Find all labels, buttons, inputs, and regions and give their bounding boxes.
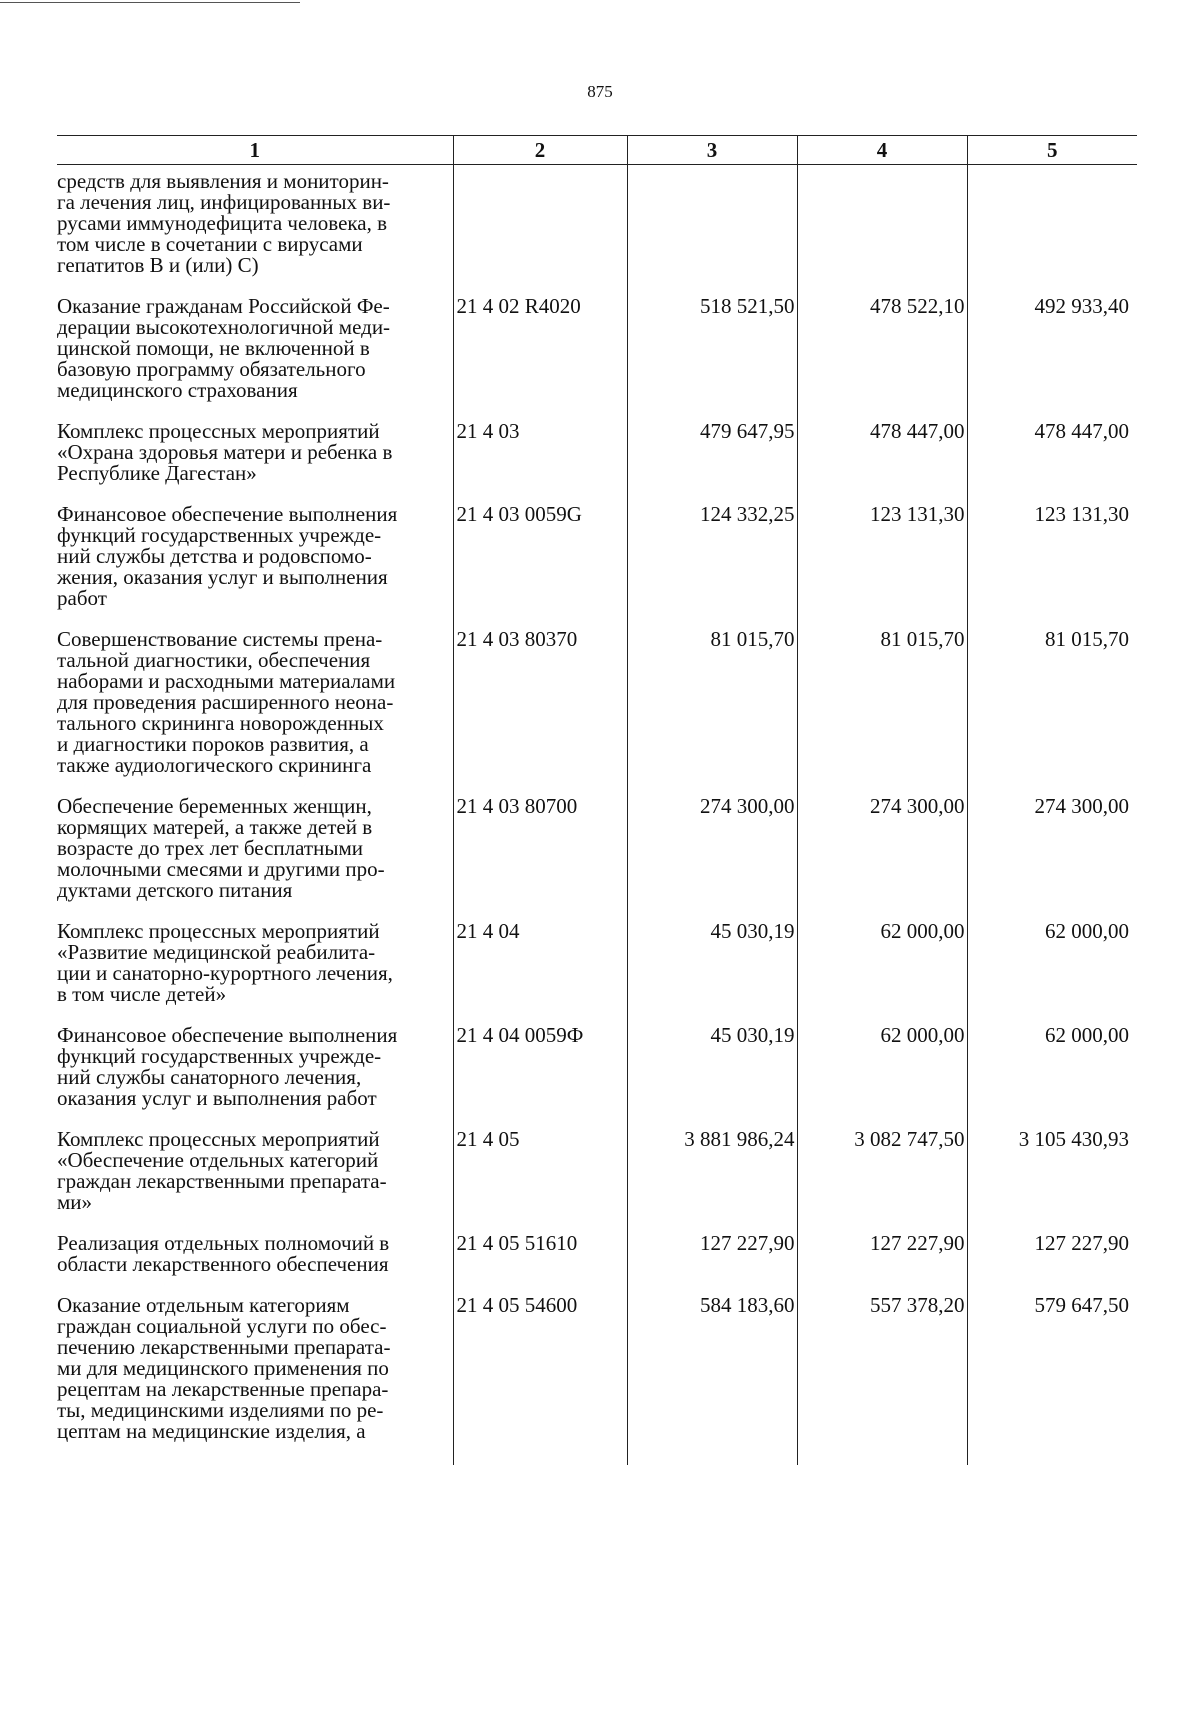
table-row bbox=[57, 421, 1137, 504]
row-name-line: ний службы санаторного лечения, bbox=[57, 1065, 362, 1089]
row-name-line: и диагностики пороков развития, а bbox=[57, 732, 369, 756]
row-value-col3-line: 127 227,90 bbox=[700, 1231, 795, 1255]
row-value-col3-line: 81 015,70 bbox=[710, 627, 795, 651]
row-value-col4-line: 478 447,00 bbox=[870, 419, 965, 443]
row-code-line: 21 4 04 0059Ф bbox=[456, 1023, 584, 1047]
row-name-line: Республике Дагестан» bbox=[57, 461, 257, 485]
row-value-col3 bbox=[627, 421, 797, 504]
row-name bbox=[57, 421, 453, 504]
row-value-col5 bbox=[967, 165, 1137, 297]
row-name-line: базовую программу обязательного bbox=[57, 357, 366, 381]
page-number: 875 bbox=[587, 82, 613, 101]
scan-edge-line bbox=[0, 2, 300, 3]
row-code-line: 21 4 03 0059G bbox=[456, 502, 582, 526]
row-name-line: Оказание гражданам Российской Фе- bbox=[57, 294, 390, 318]
row-name-line: кормящих матерей, а также детей в bbox=[57, 815, 373, 839]
row-value-col5 bbox=[967, 296, 1137, 421]
row-value-col3-line: 3 881 986,24 bbox=[684, 1127, 795, 1151]
row-name-line: Совершенствование системы прена- bbox=[57, 627, 383, 651]
row-value-col4 bbox=[797, 504, 967, 629]
row-value-col4-line: 123 131,30 bbox=[870, 502, 965, 526]
row-name-line: ми для медицинского применения по bbox=[57, 1356, 389, 1380]
row-code bbox=[453, 796, 627, 921]
row-value-col5-line: 62 000,00 bbox=[1045, 1023, 1129, 1047]
row-name-line: в том числе детей» bbox=[57, 982, 227, 1006]
row-name-line: ми» bbox=[57, 1190, 93, 1214]
row-name-line: оказания услуг и выполнения работ bbox=[57, 1086, 377, 1110]
row-name-line: Комплекс процессных мероприятий bbox=[57, 419, 380, 443]
header-col-2: 2 bbox=[453, 136, 627, 165]
row-value-col3-line: 479 647,95 bbox=[700, 419, 795, 443]
row-name-line: печению лекарственными препарата- bbox=[57, 1335, 391, 1359]
row-name bbox=[57, 165, 453, 297]
row-value-col5 bbox=[967, 504, 1137, 629]
row-value-col4 bbox=[797, 1025, 967, 1129]
row-value-col5-line: 3 105 430,93 bbox=[1018, 1127, 1129, 1151]
row-name-line: молочными смесями и другими про- bbox=[57, 857, 385, 881]
row-code bbox=[453, 629, 627, 796]
row-value-col3-line: 45 030,19 bbox=[710, 919, 795, 943]
row-value-col5-line: 478 447,00 bbox=[1034, 419, 1129, 443]
row-code-line: 21 4 03 bbox=[456, 419, 520, 443]
row-name-line: цептам на медицинские изделия, а bbox=[57, 1419, 366, 1443]
row-value-col4 bbox=[797, 1295, 967, 1465]
row-code bbox=[453, 1233, 627, 1295]
row-name-line: Финансовое обеспечение выполнения bbox=[57, 502, 398, 526]
row-name-line: «Охрана здоровья матери и ребенка в bbox=[57, 440, 393, 464]
row-name-line: граждан социальной услуги по обес- bbox=[57, 1314, 387, 1338]
budget-table-container bbox=[57, 135, 1137, 1465]
row-name-line: наборами и расходными материалами bbox=[57, 669, 396, 693]
row-value-col3 bbox=[627, 1233, 797, 1295]
row-value-col5 bbox=[967, 921, 1137, 1025]
row-code bbox=[453, 921, 627, 1025]
row-name-line: также аудиологического скрининга bbox=[57, 753, 372, 777]
row-value-col4 bbox=[797, 1129, 967, 1233]
row-code bbox=[453, 504, 627, 629]
row-name-line: Оказание отдельным категориям bbox=[57, 1293, 350, 1317]
row-name-line: функций государственных учрежде- bbox=[57, 1044, 382, 1068]
row-value-col4-line: 274 300,00 bbox=[870, 794, 965, 818]
row-value-col5 bbox=[967, 1025, 1137, 1129]
row-code-line: 21 4 05 54600 bbox=[456, 1293, 578, 1317]
row-name-line: Комплекс процессных мероприятий bbox=[57, 919, 380, 943]
row-value-col4 bbox=[797, 921, 967, 1025]
table-row bbox=[57, 1295, 1137, 1465]
row-name-line: функций государственных учрежде- bbox=[57, 523, 382, 547]
header-col-5: 5 bbox=[967, 136, 1137, 165]
row-name bbox=[57, 629, 453, 796]
row-value-col4-line: 62 000,00 bbox=[880, 919, 965, 943]
row-value-col4-line: 478 522,10 bbox=[870, 294, 965, 318]
row-code-line: 21 4 04 bbox=[456, 919, 520, 943]
table-row bbox=[57, 1129, 1137, 1233]
row-value-col3-line: 124 332,25 bbox=[700, 502, 795, 526]
row-value-col3 bbox=[627, 629, 797, 796]
row-name-line: цинской помощи, не включенной в bbox=[57, 336, 370, 360]
row-value-col5-line: 123 131,30 bbox=[1034, 502, 1129, 526]
row-value-col4 bbox=[797, 165, 967, 297]
row-code-line: 21 4 03 80370 bbox=[456, 627, 578, 651]
row-value-col4-line: 62 000,00 bbox=[880, 1023, 965, 1047]
row-name bbox=[57, 796, 453, 921]
row-name bbox=[57, 1025, 453, 1129]
row-value-col5-line: 62 000,00 bbox=[1045, 919, 1129, 943]
row-name-line: жения, оказания услуг и выполнения bbox=[57, 565, 388, 589]
row-code bbox=[453, 165, 627, 297]
row-value-col4 bbox=[797, 1233, 967, 1295]
row-name-line: гепатитов B и (или) C) bbox=[57, 253, 259, 277]
row-name-line: области лекарственного обеспечения bbox=[57, 1252, 389, 1276]
row-name-line: рецептам на лекарственные препара- bbox=[57, 1377, 389, 1401]
table-row bbox=[57, 504, 1137, 629]
row-name-line: медицинского страхования bbox=[57, 378, 298, 402]
row-name-line: «Развитие медицинской реабилита- bbox=[57, 940, 376, 964]
row-value-col4 bbox=[797, 296, 967, 421]
row-name bbox=[57, 1233, 453, 1295]
row-code bbox=[453, 1025, 627, 1129]
row-name-line: Финансовое обеспечение выполнения bbox=[57, 1023, 398, 1047]
row-value-col5 bbox=[967, 1129, 1137, 1233]
row-value-col3-line: 584 183,60 bbox=[700, 1293, 795, 1317]
row-name bbox=[57, 921, 453, 1025]
row-name bbox=[57, 296, 453, 421]
row-value-col3 bbox=[627, 504, 797, 629]
row-value-col5 bbox=[967, 1295, 1137, 1465]
header-row bbox=[57, 136, 1137, 165]
row-value-col5 bbox=[967, 796, 1137, 921]
row-value-col3 bbox=[627, 796, 797, 921]
row-value-col4 bbox=[797, 629, 967, 796]
row-value-col3 bbox=[627, 1129, 797, 1233]
row-value-col3 bbox=[627, 921, 797, 1025]
row-name-line: том числе в сочетании с вирусами bbox=[57, 232, 363, 256]
row-value-col5-line: 274 300,00 bbox=[1034, 794, 1129, 818]
row-code-line: 21 4 02 R4020 bbox=[456, 294, 581, 318]
row-name-line: тального скрининга новорожденных bbox=[57, 711, 384, 735]
row-name-line: работ bbox=[57, 586, 107, 610]
row-name-line: тальной диагностики, обеспечения bbox=[57, 648, 371, 672]
row-value-col3 bbox=[627, 1025, 797, 1129]
row-value-col3-line: 518 521,50 bbox=[700, 294, 795, 318]
row-name-line: Комплекс процессных мероприятий bbox=[57, 1127, 380, 1151]
row-value-col4 bbox=[797, 421, 967, 504]
row-value-col4 bbox=[797, 796, 967, 921]
table-row bbox=[57, 1025, 1137, 1129]
row-value-col5-line: 127 227,90 bbox=[1034, 1231, 1129, 1255]
row-value-col3 bbox=[627, 296, 797, 421]
table-row bbox=[57, 165, 1137, 297]
table-row bbox=[57, 1233, 1137, 1295]
row-name-line: средств для выявления и мониторин- bbox=[57, 169, 389, 193]
row-name bbox=[57, 1295, 453, 1465]
budget-table bbox=[57, 135, 1137, 1465]
row-name-line: возрасте до трех лет бесплатными bbox=[57, 836, 363, 860]
row-name-line: дуктами детского питания bbox=[57, 878, 293, 902]
row-name-line: ний службы детства и родовспомо- bbox=[57, 544, 372, 568]
row-name bbox=[57, 504, 453, 629]
row-value-col3 bbox=[627, 165, 797, 297]
table-row bbox=[57, 629, 1137, 796]
row-code-line: 21 4 05 51610 bbox=[456, 1231, 578, 1255]
header-col-1: 1 bbox=[57, 136, 453, 165]
row-value-col3 bbox=[627, 1295, 797, 1465]
row-value-col5 bbox=[967, 1233, 1137, 1295]
row-code-line: 21 4 05 bbox=[456, 1127, 520, 1151]
row-value-col4-line: 81 015,70 bbox=[880, 627, 965, 651]
row-value-col4-line: 557 378,20 bbox=[870, 1293, 965, 1317]
row-value-col3-line: 274 300,00 bbox=[700, 794, 795, 818]
table-row bbox=[57, 296, 1137, 421]
row-value-col5 bbox=[967, 629, 1137, 796]
row-name-line: «Обеспечение отдельных категорий bbox=[57, 1148, 379, 1172]
row-value-col5 bbox=[967, 421, 1137, 504]
row-value-col5-line: 492 933,40 bbox=[1034, 294, 1129, 318]
row-name-line: ты, медицинскими изделиями по ре- bbox=[57, 1398, 384, 1422]
row-name-line: граждан лекарственными препарата- bbox=[57, 1169, 387, 1193]
row-code bbox=[453, 1129, 627, 1233]
row-code bbox=[453, 1295, 627, 1465]
row-name-line: дерации высокотехнологичной меди- bbox=[57, 315, 391, 339]
row-name-line: Реализация отдельных полномочий в bbox=[57, 1231, 390, 1255]
row-code bbox=[453, 296, 627, 421]
row-code bbox=[453, 421, 627, 504]
header-col-3: 3 bbox=[627, 136, 797, 165]
table-body bbox=[57, 165, 1137, 1466]
row-name-line: русами иммунодефицита человека, в bbox=[57, 211, 388, 235]
row-value-col5-line: 81 015,70 bbox=[1045, 627, 1129, 651]
row-name-line: Обеспечение беременных женщин, bbox=[57, 794, 372, 818]
row-name-line: для проведения расширенного неона- bbox=[57, 690, 394, 714]
row-value-col4-line: 3 082 747,50 bbox=[854, 1127, 965, 1151]
table-row bbox=[57, 921, 1137, 1025]
table-row bbox=[57, 796, 1137, 921]
row-name-line: ции и санаторно-курортного лечения, bbox=[57, 961, 393, 985]
header-col-4: 4 bbox=[797, 136, 967, 165]
row-code-line: 21 4 03 80700 bbox=[456, 794, 578, 818]
row-value-col5-line: 579 647,50 bbox=[1034, 1293, 1129, 1317]
table-header bbox=[57, 136, 1137, 165]
row-name-line: га лечения лиц, инфицированных ви- bbox=[57, 190, 391, 214]
row-value-col3-line: 45 030,19 bbox=[710, 1023, 795, 1047]
row-value-col4-line: 127 227,90 bbox=[870, 1231, 965, 1255]
row-name bbox=[57, 1129, 453, 1233]
